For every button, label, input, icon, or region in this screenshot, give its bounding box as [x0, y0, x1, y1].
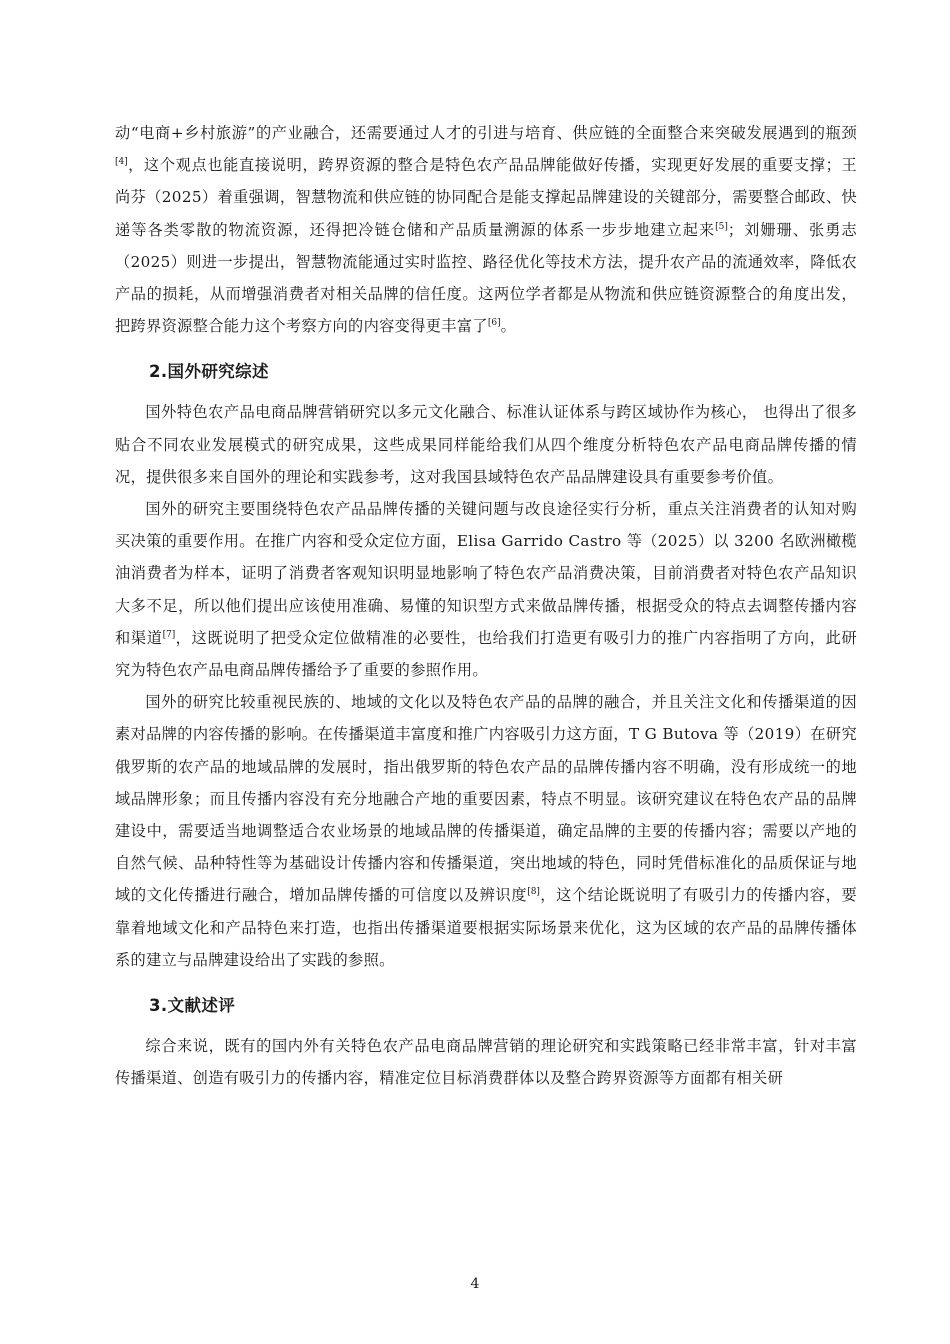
paragraph-text: 国外的研究主要围绕特色农产品品牌传播的关键问题与改良途径实行分析，重点关注消费者的认知对购买决策的重要作用。在推广内容和受众定位方面，Elisa Garrido Castro 等（2025）以 3200 名欧洲橄榄油消费者为样本，证明了消费者客观知识明显地影响了特色农产品消费决策，目前消费者对特色农产品知识大多不足，所以他们提出应该使用准确、易懂的知识型方式来做品牌传播，根据受众的特点去调整传播内容和渠道	[115, 500, 858, 647]
paragraph-text: ，这个结论既说明了有吸引力的传播内容，要靠着地域文化和产品特色来打造，也指出传播渠道要根据实际场景来优化，这为区域的农产品的品牌传播体系的建立与品牌建设给出了实践的参照。	[115, 886, 857, 969]
document-body	[115, 117, 857, 1094]
paragraph-text: 动“电商+乡村旅游”的产业融合，还需要通过人才的引进与培育、供应链的全面整合来突破发展遇到的瓶颈	[115, 124, 857, 142]
citation-ref-5: [5]	[715, 221, 728, 232]
section-heading-literature-review: 3.文献述评	[149, 996, 236, 1016]
page-number: 4	[470, 1276, 480, 1292]
paragraph-summary: 综合来说，既有的国内外有关特色农产品电商品牌营销的理论研究和实践策略已经非常丰富，针对丰富传播渠道、创造有吸引力的传播内容，精准定位目标消费群体以及整合跨界资源等方面都有相关研	[115, 1037, 857, 1088]
paragraph-regional-culture	[115, 686, 857, 976]
citation-ref-8: [8]	[527, 887, 540, 898]
paragraph-consumer-cognition	[115, 493, 857, 686]
paragraph-text: ，这个观点也能直接说明，跨界资源的整合是特色农产品品牌能做好传播，实现更好发展的重要支撑；王尚芬（2025）着重强调，智慧物流和供应链的协同配合是能支撑起品牌建设的关键部分，需要整合邮政、快递等各类零散的物流资源，还得把冷链仓储和产品质量溯源的体系一步步地建立起来	[115, 156, 857, 239]
paragraph-text: 国外的研究比较重视民族的、地域的文化以及特色农产品的品牌的融合，并且关注文化和传播渠道的因素对品牌的内容传播的影响。在传播渠道丰富度和推广内容吸引力这方面，T G Butova 等（2019）在研究俄罗斯的农产品的地域品牌的发展时，指出俄罗斯的特色农产品的品牌传播内容不明确，没有形成统一的地域品牌形象；而且传播内容没有充分地融合产地的重要因素，特点不明显。该研究建议在特色农产品的品牌建设中，需要适当地调整适合农业场景的地域品牌的传播渠道，确定品牌的主要的传播内容；需要以产地的自然气候、品种特性等为基础设计传播内容和传播渠道，突出地域的特色，同时凭借标准化的品质保证与地域的文化传播进行融合，增加品牌传播的可信度以及辨识度	[115, 693, 857, 905]
paragraph-foreign-overview: 国外特色农产品电商品牌营销研究以多元文化融合、标准认证体系与跨区域协作为核心， 也得出了很多贴合不同农业发展模式的研究成果，这些成果同样能给我们从四个维度分析特色农产品电商品牌传播的情况，提供很多来自国外的理论和实践参考，这对我国县域特色农产品品牌建设具有重要参考价值。	[115, 403, 857, 486]
section-heading-foreign-research: 2.国外研究综述	[149, 362, 269, 382]
citation-ref-7: [7]	[162, 629, 176, 640]
paragraph-text: 。	[500, 317, 517, 336]
paragraph-text: ；刘姗珊、张勇志（2025）则进一步提出，智慧物流能通过实时监控、路径优化等技术方法，提升农产品的流通效率，降低农产品的损耗，从而增强消费者对相关品牌的信任度。这两位学者都是从物流和供应链资源整合的角度出发，把跨界资源整合能力这个考察方向的内容变得更丰富了	[115, 220, 857, 336]
paragraph-text: ，这既说明了把受众定位做精准的必要性，也给我们打造更有吸引力的推广内容指明了方向，此研究为特色农产品电商品牌传播给予了重要的参照作用。	[115, 628, 857, 680]
citation-ref-4: [4]	[115, 157, 128, 168]
paragraph-continued	[115, 117, 857, 342]
citation-ref-6: [6]	[487, 318, 501, 329]
